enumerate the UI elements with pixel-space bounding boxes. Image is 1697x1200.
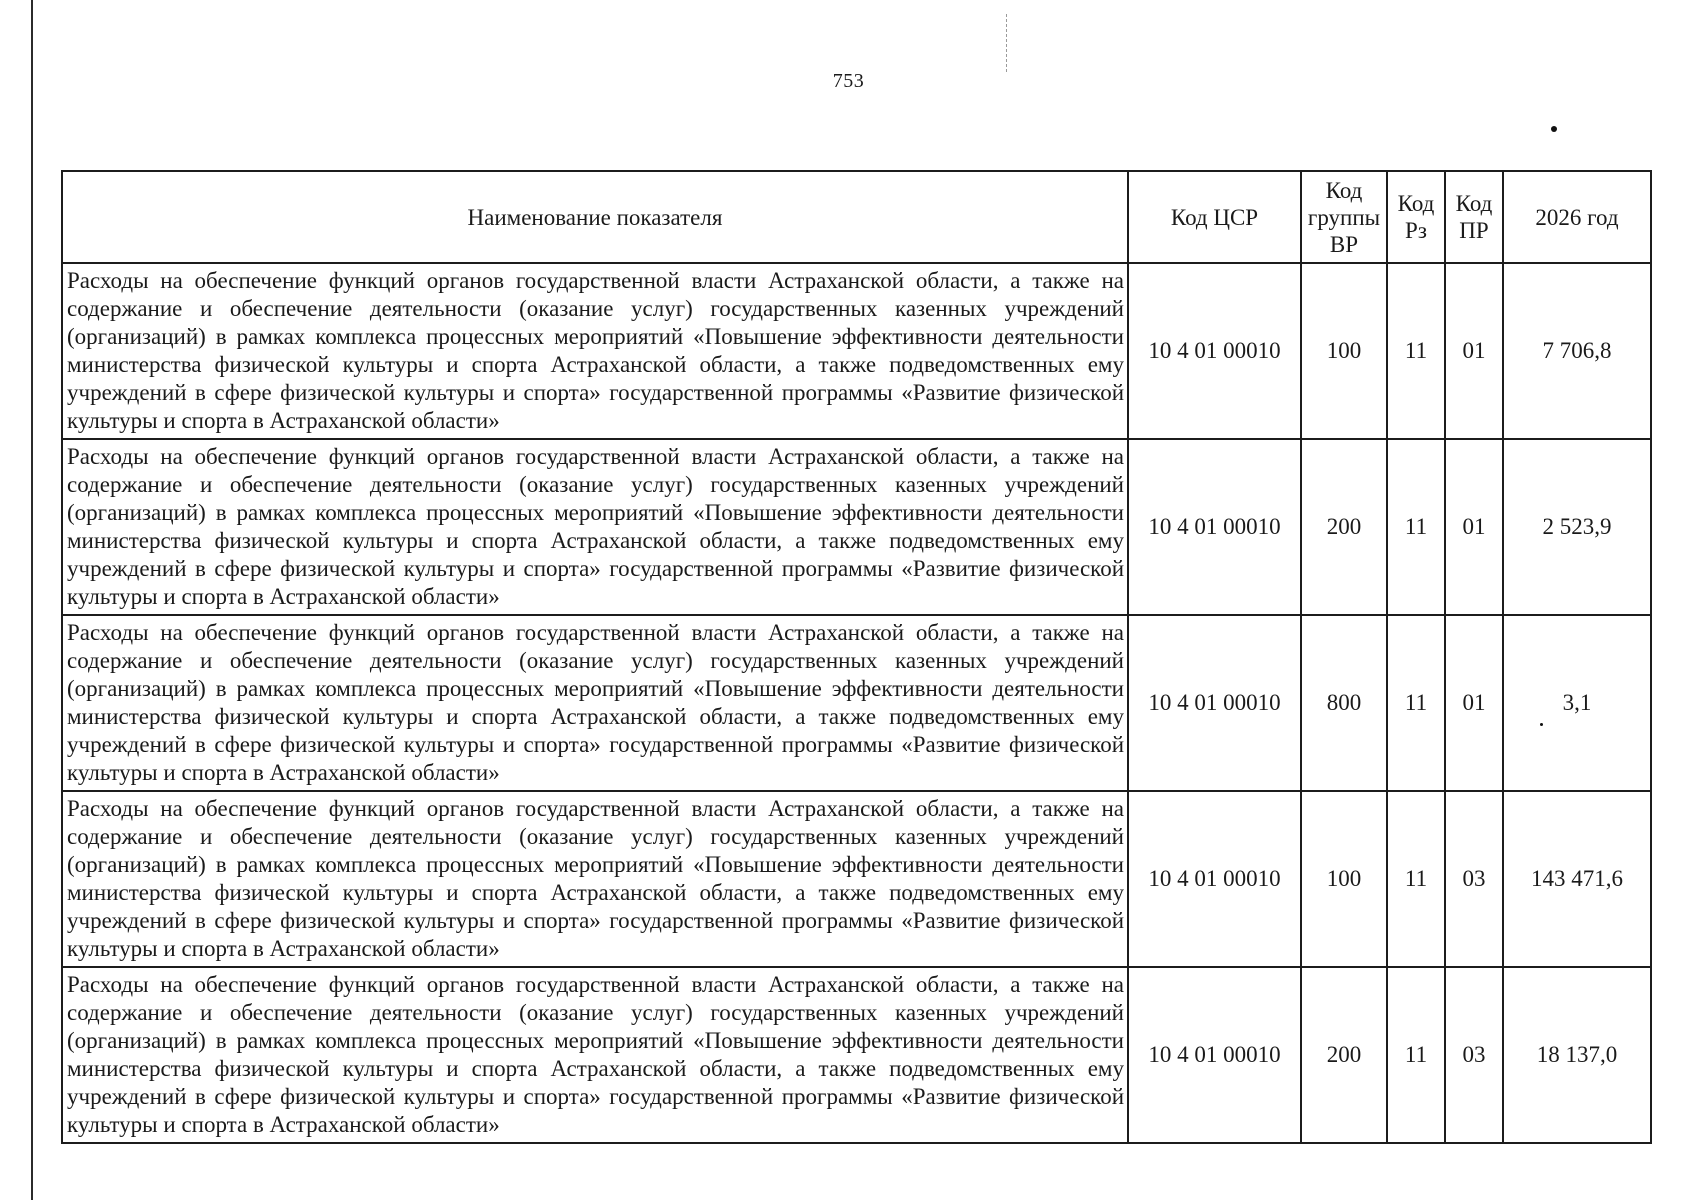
row-pr-code: 01	[1445, 263, 1503, 439]
row-vr-code: 800	[1301, 615, 1387, 791]
row-amount: 3,1	[1503, 615, 1651, 791]
row-rz-code: 11	[1387, 615, 1445, 791]
row-csr-code: 10 4 01 00010	[1128, 615, 1301, 791]
table-row	[62, 439, 1651, 615]
row-name: Расходы на обеспечение функций органов государственной власти Астраханской области, а также на содержание и обеспечение деятельности (оказание услуг) государственных казенных учреждений (организаций) в рамках комплекса процессных мероприятий «Повышение эффективности деятельности министерства физической культуры и спорта Астраханской области, а также подведомственных ему учреждений в сфере физической культуры и спорта» государственной программы «Развитие физической культуры и спорта в Астраханской области»	[62, 263, 1128, 439]
row-pr-code: 01	[1445, 615, 1503, 791]
row-amount: 143 471,6	[1503, 791, 1651, 967]
row-amount: 18 137,0	[1503, 967, 1651, 1143]
row-csr-code: 10 4 01 00010	[1128, 263, 1301, 439]
page-number: 753	[832, 70, 865, 92]
row-vr-code: 100	[1301, 791, 1387, 967]
row-name: Расходы на обеспечение функций органов государственной власти Астраханской области, а также на содержание и обеспечение деятельности (оказание услуг) государственных казенных учреждений (организаций) в рамках комплекса процессных мероприятий «Повышение эффективности деятельности министерства физической культуры и спорта Астраханской области, а также подведомственных ему учреждений в сфере физической культуры и спорта» государственной программы «Развитие физической культуры и спорта в Астраханской области»	[62, 791, 1128, 967]
scan-edge	[31, 0, 33, 1200]
row-rz-code: 11	[1387, 967, 1445, 1143]
row-csr-code: 10 4 01 00010	[1128, 791, 1301, 967]
header-year: 2026 год	[1503, 171, 1651, 263]
row-rz-code: 11	[1387, 263, 1445, 439]
header-rz-code: Код Рз	[1387, 171, 1445, 263]
table-header-row	[62, 171, 1651, 263]
row-csr-code: 10 4 01 00010	[1128, 439, 1301, 615]
row-pr-code: 03	[1445, 967, 1503, 1143]
table-row	[62, 967, 1651, 1143]
row-vr-code: 100	[1301, 263, 1387, 439]
header-pr-code: Код ПР	[1445, 171, 1503, 263]
row-name: Расходы на обеспечение функций органов государственной власти Астраханской области, а также на содержание и обеспечение деятельности (оказание услуг) государственных казенных учреждений (организаций) в рамках комплекса процессных мероприятий «Повышение эффективности деятельности министерства физической культуры и спорта Астраханской области, а также подведомственных ему учреждений в сфере физической культуры и спорта» государственной программы «Развитие физической культуры и спорта в Астраханской области»	[62, 967, 1128, 1143]
row-name: Расходы на обеспечение функций органов государственной власти Астраханской области, а также на содержание и обеспечение деятельности (оказание услуг) государственных казенных учреждений (организаций) в рамках комплекса процессных мероприятий «Повышение эффективности деятельности министерства физической культуры и спорта Астраханской области, а также подведомственных ему учреждений в сфере физической культуры и спорта» государственной программы «Развитие физической культуры и спорта в Астраханской области»	[62, 439, 1128, 615]
row-pr-code: 01	[1445, 439, 1503, 615]
row-csr-code: 10 4 01 00010	[1128, 967, 1301, 1143]
scan-speck	[1551, 126, 1557, 132]
table-row	[62, 791, 1651, 967]
budget-table	[61, 170, 1652, 1144]
row-amount: 2 523,9	[1503, 439, 1651, 615]
table-row	[62, 263, 1651, 439]
row-pr-code: 03	[1445, 791, 1503, 967]
header-csr-code: Код ЦСР	[1128, 171, 1301, 263]
header-vr-code: Код группы ВР	[1301, 171, 1387, 263]
row-name: Расходы на обеспечение функций органов государственной власти Астраханской области, а также на содержание и обеспечение деятельности (оказание услуг) государственных казенных учреждений (организаций) в рамках комплекса процессных мероприятий «Повышение эффективности деятельности министерства физической культуры и спорта Астраханской области, а также подведомственных ему учреждений в сфере физической культуры и спорта» государственной программы «Развитие физической культуры и спорта в Астраханской области»	[62, 615, 1128, 791]
row-amount: 7 706,8	[1503, 263, 1651, 439]
row-vr-code: 200	[1301, 439, 1387, 615]
table-row	[62, 615, 1651, 791]
row-vr-code: 200	[1301, 967, 1387, 1143]
scan-mark	[1006, 14, 1008, 72]
row-rz-code: 11	[1387, 439, 1445, 615]
header-name: Наименование показателя	[62, 171, 1128, 263]
row-rz-code: 11	[1387, 791, 1445, 967]
